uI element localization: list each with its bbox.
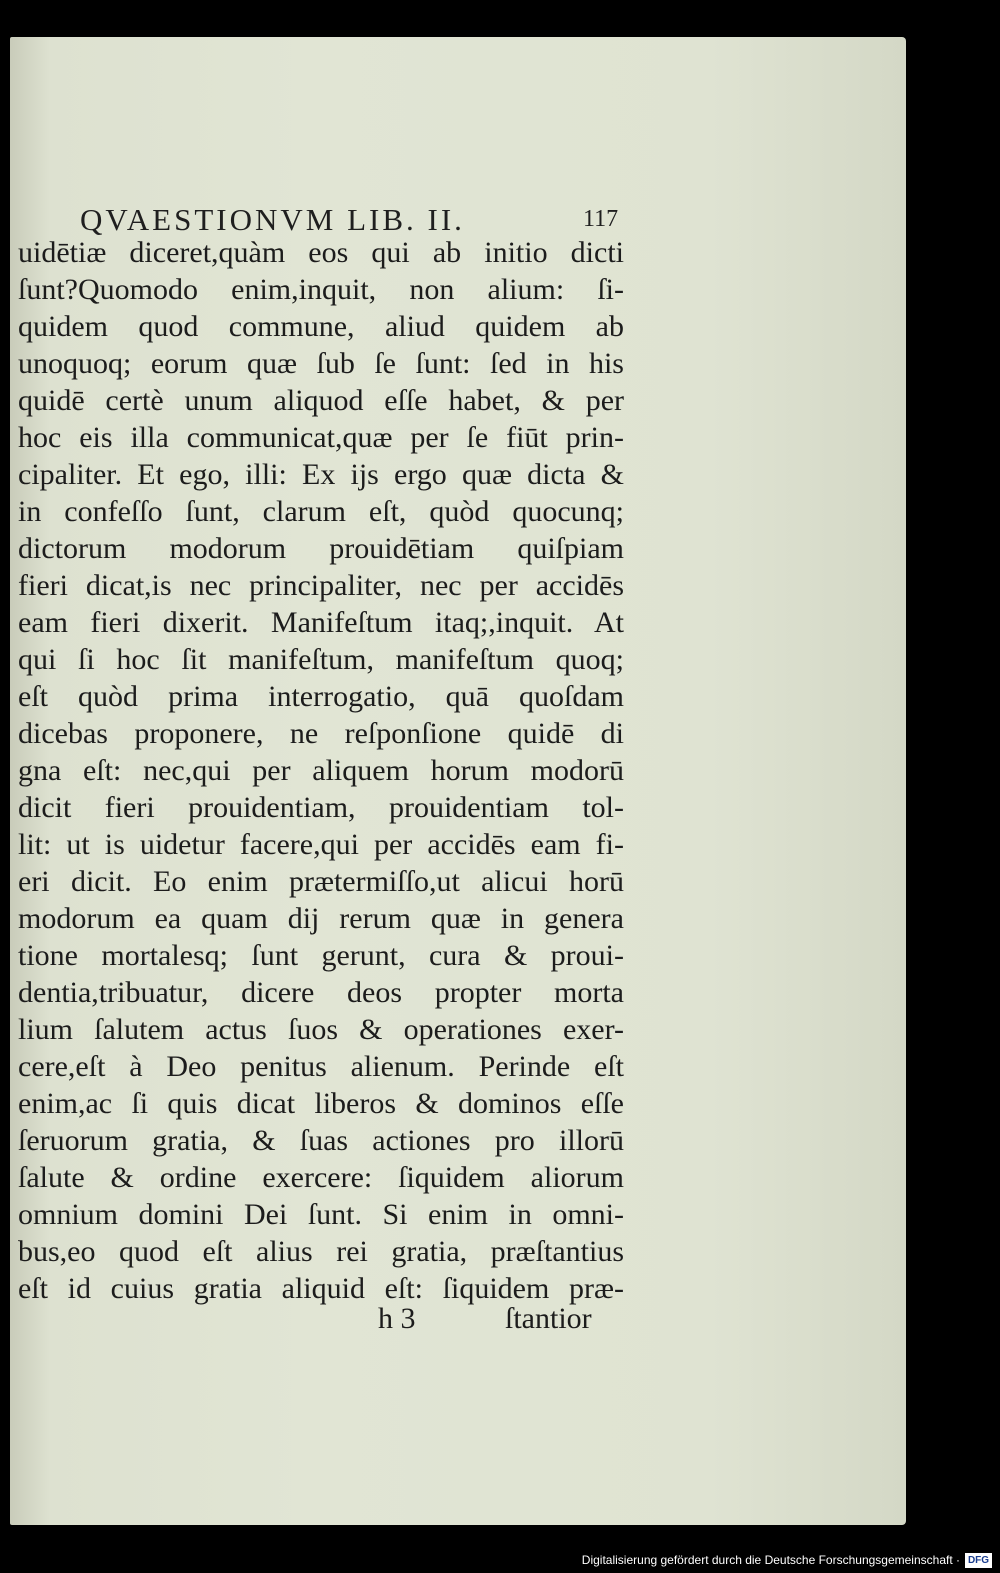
text-line: in confeſſo ſunt, clarum eſt, quòd quocunq;	[18, 495, 624, 528]
text-line: ſalute & ordine exercere: ſiquidem aliorum	[18, 1161, 624, 1194]
text-line: eri dicit. Eo enim prætermiſſo,ut alicui horū	[18, 865, 624, 898]
running-title: QVAESTIONVM LIB. II.	[80, 202, 465, 237]
text-block	[10, 235, 906, 1355]
text-line: qui ſi hoc ſit manifeſtum, manifeſtum quoq;	[18, 643, 624, 676]
text-line: gna eſt: nec,qui per aliquem horum modorū	[18, 754, 624, 787]
text-line: dictorum modorum prouidētiam quiſpiam	[18, 532, 624, 565]
footer-bar	[0, 1549, 1000, 1573]
text-line: fieri dicat,is nec principaliter, nec per accidēs	[18, 569, 624, 602]
text-line: unoquoq; eorum quæ ſub ſe ſunt: ſed in his	[18, 347, 624, 380]
text-line: omnium domini Dei ſunt. Si enim in omni-	[18, 1198, 624, 1231]
running-head	[80, 162, 640, 237]
text-line: hoc eis illa communicat,quæ per ſe fiūt prin-	[18, 421, 624, 454]
text-line: dicit fieri prouidentiam, prouidentiam tol-	[18, 791, 624, 824]
book-page	[10, 37, 906, 1525]
text-line: quidem quod commune, aliud quidem ab	[18, 310, 624, 343]
text-line: lium ſalutem actus ſuos & operationes exer-	[18, 1013, 624, 1046]
text-line: eam fieri dixerit. Manifeſtum itaq;,inquit. At	[18, 606, 624, 639]
text-line: cipaliter. Et ego, illi: Ex ijs ergo quæ dicta &	[18, 458, 624, 491]
text-line: dicebas proponere, ne reſponſione quidē di	[18, 717, 624, 750]
text-line: bus,eo quod eſt alius rei gratia, præſtantius	[18, 1235, 624, 1268]
text-line: enim,ac ſi quis dicat liberos & dominos eſſe	[18, 1087, 624, 1120]
text-line: ſeruorum gratia, & ſuas actiones pro illorū	[18, 1124, 624, 1157]
text-line: quidē certè unum aliquod eſſe habet, & per	[18, 384, 624, 417]
catchword: ſtantior	[505, 1302, 592, 1335]
page-number: 117	[583, 206, 619, 232]
text-line: eſt id cuius gratia aliquid eſt: ſiquidem præ-	[18, 1272, 624, 1305]
text-line: tione mortalesq; ſunt gerunt, cura & proui-	[18, 939, 624, 972]
text-line: dentia,tribuatur, dicere deos propter morta	[18, 976, 624, 1009]
text-line: ſunt?Quomodo enim,inquit, non alium: ſi-	[18, 273, 624, 306]
funding-credit: Digitalisierung gefördert durch die Deutsche Forschungsgemeinschaft ·	[581, 1553, 960, 1567]
signature-mark: h 3	[378, 1302, 416, 1335]
text-line: cere,eſt à Deo penitus alienum. Perinde eſt	[18, 1050, 624, 1083]
text-line: lit: ut is uidetur facere,qui per accidēs eam fi-	[18, 828, 624, 861]
text-line: eſt quòd prima interrogatio, quā quoſdam	[18, 680, 624, 713]
text-line: uidētiæ diceret,quàm eos qui ab initio dicti	[18, 236, 624, 269]
text-line: modorum ea quam dij rerum quæ in genera	[18, 902, 624, 935]
dfg-logo-icon: DFG	[965, 1553, 992, 1568]
